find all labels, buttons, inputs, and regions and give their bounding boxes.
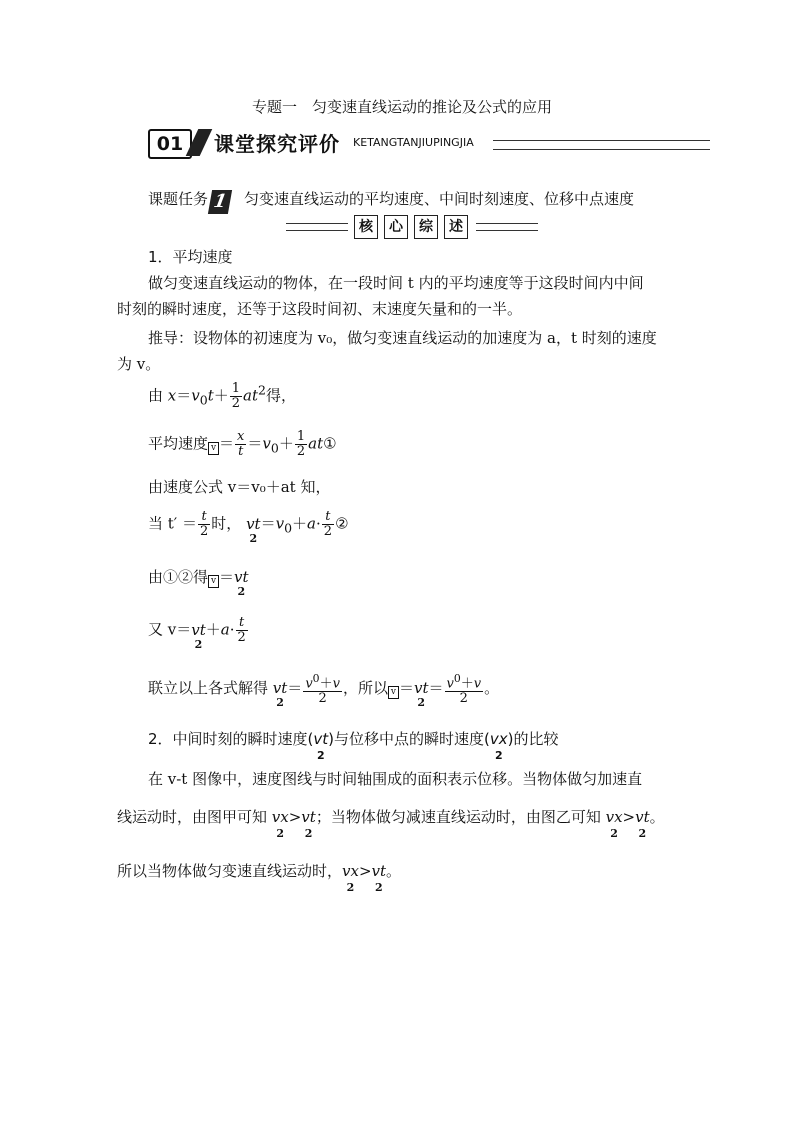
formula-velocity: 由速度公式 v＝v₀＋at 知， bbox=[148, 478, 331, 496]
para-1-line-2: 时刻的瞬时速度，还等于这段时间初、末速度矢量和的一半。 bbox=[117, 300, 523, 318]
formula-displacement: 由 $x=v_0t+$ $\frac{1}{2}$ $at^2$得， bbox=[148, 381, 296, 411]
task-title: 匀变速直线运动的平均速度、中间时刻速度、位移中点速度 bbox=[244, 190, 635, 208]
banner-title-en: KETANGTANJIUPINGJIA bbox=[353, 136, 474, 149]
formula-final-velocity: 又 v＝vt 2 ＋a· $\frac{t}{2}$ bbox=[148, 615, 246, 651]
task-prefix: 课题任务 bbox=[148, 190, 209, 208]
core-char-4: 述 bbox=[444, 215, 468, 239]
para-3-line-2: 线运动时，由图甲可知 vx 2 >vt 2 ；当物体做匀减速直线运动时，由图乙可知 vx 2 >vt 2 。 bbox=[117, 808, 665, 840]
task-number-badge: 1 bbox=[208, 190, 232, 214]
section-1-heading: 1．平均速度 bbox=[148, 248, 233, 266]
core-rule-left bbox=[286, 223, 348, 231]
formula-conclusion: 联立以上各式解得 vt 2 ＝ $\frac{v^0+v}{2}$ ，所以 v ＝vt 2 ＝ $\frac{v^0+v}{2}$ 。 bbox=[148, 672, 500, 710]
banner-title-cn: 课堂探究评价 bbox=[214, 132, 340, 156]
para-3-line-1: 在 v-t 图像中，速度图线与时间轴围成的面积表示位移。当物体做匀加速直 bbox=[148, 770, 643, 788]
formula-result-1: 由①②得 v ＝vt 2 bbox=[148, 568, 249, 598]
banner-rule bbox=[493, 140, 710, 150]
para-3-line-3: 所以当物体做匀变速直线运动时，vx 2 >vt 2 。 bbox=[117, 862, 402, 894]
para-2-line-2: 为 v。 bbox=[117, 355, 161, 373]
core-char-2: 心 bbox=[384, 215, 408, 239]
section-2-heading: 2．中间时刻的瞬时速度(vt 2 )与位移中点的瞬时速度(vx 2 )的比较 bbox=[148, 730, 559, 762]
para-2-line-1: 推导：设物体的初速度为 v₀，做匀变速直线运动的加速度为 a，t 时刻的速度 bbox=[148, 329, 657, 347]
task-heading bbox=[148, 188, 634, 214]
core-char-1: 核 bbox=[354, 215, 378, 239]
formula-average-velocity: 平均速度 v ＝ $\frac{x}{t}$ $=v_0+$ $\frac{1}{2}$ at① bbox=[148, 429, 337, 459]
banner-number: 01 bbox=[148, 129, 192, 159]
core-rule-right bbox=[476, 223, 538, 231]
page-title: 专题一 匀变速直线运动的推论及公式的应用 bbox=[252, 98, 553, 116]
core-summary-label bbox=[286, 214, 540, 240]
formula-midtime: 当 t′ ＝ $\frac{t}{2}$ 时， vt 2 $=v_0+a\cdot$ $\frac{t}{2}$ ② bbox=[148, 509, 349, 545]
para-1-line-1: 做匀变速直线运动的物体，在一段时间 t 内的平均速度等于这段时间内中间 bbox=[148, 274, 644, 292]
core-char-3: 综 bbox=[414, 215, 438, 239]
section-banner bbox=[148, 126, 710, 158]
